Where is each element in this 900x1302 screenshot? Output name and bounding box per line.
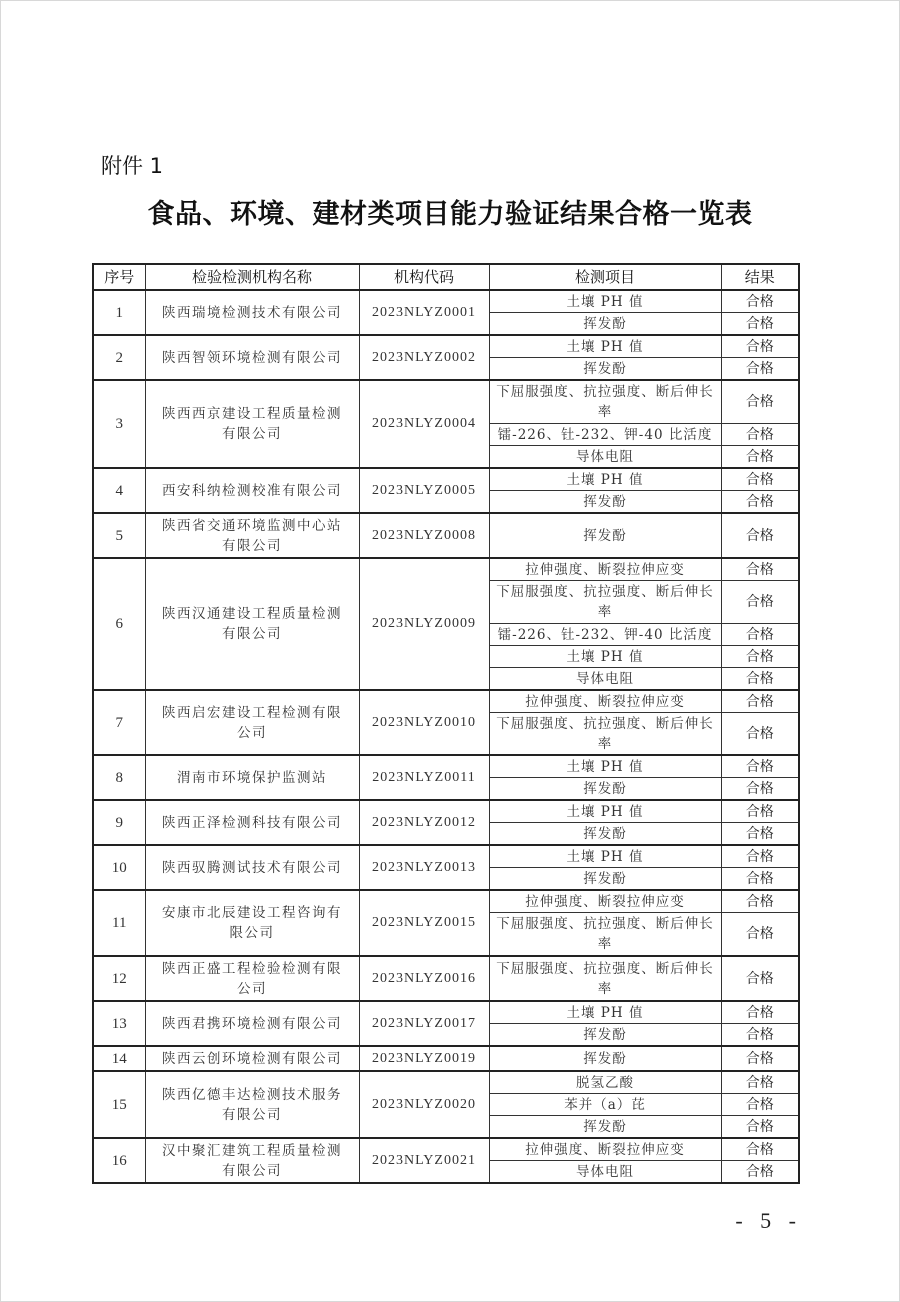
- header-institution-code: 机构代码: [359, 264, 489, 290]
- test-item: 挥发酚: [489, 313, 721, 336]
- institution-name: 陕西正泽检测科技有限公司: [145, 800, 359, 845]
- test-item: 土壤 PH 值: [489, 845, 721, 868]
- result-badge: 合格: [721, 624, 799, 646]
- test-item: 挥发酚: [489, 823, 721, 846]
- table-row: [93, 1046, 799, 1071]
- result-badge: 合格: [721, 1001, 799, 1024]
- document-title: 食品、环境、建材类项目能力验证结果合格一览表: [147, 199, 753, 230]
- test-item: 镭-226、钍-232、钾-40 比活度: [489, 424, 721, 446]
- result-badge: 合格: [721, 646, 799, 668]
- row-number: 4: [93, 468, 145, 513]
- institution-code: 2023NLYZ0013: [359, 845, 489, 890]
- result-badge: 合格: [721, 913, 799, 957]
- test-item: 土壤 PH 值: [489, 800, 721, 823]
- result-badge: 合格: [721, 513, 799, 558]
- institution-code: 2023NLYZ0017: [359, 1001, 489, 1046]
- institution-name: 陕西西京建设工程质量检测有限公司: [145, 380, 359, 468]
- institution-code: 2023NLYZ0001: [359, 290, 489, 335]
- result-badge: 合格: [721, 491, 799, 514]
- institution-name: 陕西瑞境检测技术有限公司: [145, 290, 359, 335]
- test-item: 土壤 PH 值: [489, 335, 721, 358]
- row-number: 13: [93, 1001, 145, 1046]
- table-row: [93, 290, 799, 313]
- row-number: 8: [93, 755, 145, 800]
- institution-code: 2023NLYZ0020: [359, 1071, 489, 1138]
- table-row: [93, 380, 799, 424]
- result-badge: 合格: [721, 713, 799, 756]
- table-row: [93, 800, 799, 823]
- test-item: 土壤 PH 值: [489, 290, 721, 313]
- test-item: 下屈服强度、抗拉强度、断后伸长率: [489, 913, 721, 957]
- test-item: 挥发酚: [489, 778, 721, 801]
- result-badge: 合格: [721, 335, 799, 358]
- result-badge: 合格: [721, 313, 799, 336]
- result-badge: 合格: [721, 755, 799, 778]
- institution-code: 2023NLYZ0016: [359, 956, 489, 1001]
- result-badge: 合格: [721, 1138, 799, 1161]
- test-item: 拉伸强度、断裂拉伸应变: [489, 558, 721, 581]
- test-item: 挥发酚: [489, 358, 721, 381]
- institution-code: 2023NLYZ0008: [359, 513, 489, 558]
- table-row: [93, 468, 799, 491]
- row-number: 10: [93, 845, 145, 890]
- header-institution-name: 检验检测机构名称: [145, 264, 359, 290]
- result-badge: 合格: [721, 845, 799, 868]
- institution-name: 陕西亿德丰达检测技术服务有限公司: [145, 1071, 359, 1138]
- test-item: 下屈服强度、抗拉强度、断后伸长率: [489, 380, 721, 424]
- institution-name: 陕西驭腾测试技术有限公司: [145, 845, 359, 890]
- table-row: [93, 755, 799, 778]
- institution-name: 陕西省交通环境监测中心站有限公司: [145, 513, 359, 558]
- test-item: 下屈服强度、抗拉强度、断后伸长率: [489, 713, 721, 756]
- page-number: - 5 -: [735, 1208, 802, 1233]
- result-badge: 合格: [721, 778, 799, 801]
- row-number: 14: [93, 1046, 145, 1071]
- institution-name: 陕西启宏建设工程检测有限公司: [145, 690, 359, 755]
- result-badge: 合格: [721, 890, 799, 913]
- result-badge: 合格: [721, 1161, 799, 1184]
- institution-code: 2023NLYZ0009: [359, 558, 489, 690]
- institution-code: 2023NLYZ0005: [359, 468, 489, 513]
- result-badge: 合格: [721, 956, 799, 1001]
- table-row: [93, 890, 799, 913]
- header-test-item: 检测项目: [489, 264, 721, 290]
- result-badge: 合格: [721, 668, 799, 691]
- result-badge: 合格: [721, 868, 799, 891]
- result-badge: 合格: [721, 380, 799, 424]
- test-item: 挥发酚: [489, 1024, 721, 1047]
- result-badge: 合格: [721, 358, 799, 381]
- institution-name: 陕西正盛工程检验检测有限公司: [145, 956, 359, 1001]
- table-row: [93, 513, 799, 558]
- institution-code: 2023NLYZ0019: [359, 1046, 489, 1071]
- table-row: [93, 956, 799, 1001]
- institution-code: 2023NLYZ0011: [359, 755, 489, 800]
- institution-name: 陕西云创环境检测有限公司: [145, 1046, 359, 1071]
- test-item: 导体电阻: [489, 668, 721, 691]
- result-badge: 合格: [721, 1046, 799, 1071]
- table-header-row: [93, 264, 799, 290]
- row-number: 9: [93, 800, 145, 845]
- institution-name: 汉中聚汇建筑工程质量检测有限公司: [145, 1138, 359, 1183]
- result-badge: 合格: [721, 1071, 799, 1094]
- table-row: [93, 1138, 799, 1161]
- table-row: [93, 690, 799, 713]
- test-item: 苯并（a）芘: [489, 1094, 721, 1116]
- institution-name: 陕西君携环境检测有限公司: [145, 1001, 359, 1046]
- institution-name: 渭南市环境保护监测站: [145, 755, 359, 800]
- result-badge: 合格: [721, 424, 799, 446]
- row-number: 11: [93, 890, 145, 956]
- result-badge: 合格: [721, 468, 799, 491]
- result-badge: 合格: [721, 690, 799, 713]
- table-row: [93, 1001, 799, 1024]
- row-number: 5: [93, 513, 145, 558]
- row-number: 6: [93, 558, 145, 690]
- test-item: 下屈服强度、抗拉强度、断后伸长率: [489, 581, 721, 624]
- row-number: 1: [93, 290, 145, 335]
- table-body: [93, 290, 799, 1183]
- institution-code: 2023NLYZ0010: [359, 690, 489, 755]
- institution-name: 陕西智领环境检测有限公司: [145, 335, 359, 380]
- row-number: 12: [93, 956, 145, 1001]
- header-number: 序号: [93, 264, 145, 290]
- attachment-label: 附件 1: [101, 154, 164, 178]
- institution-name: 西安科纳检测校准有限公司: [145, 468, 359, 513]
- test-item: 挥发酚: [489, 1116, 721, 1139]
- row-number: 3: [93, 380, 145, 468]
- result-badge: 合格: [721, 558, 799, 581]
- result-badge: 合格: [721, 290, 799, 313]
- institution-code: 2023NLYZ0021: [359, 1138, 489, 1183]
- table-row: [93, 1071, 799, 1094]
- result-badge: 合格: [721, 1094, 799, 1116]
- result-badge: 合格: [721, 581, 799, 624]
- row-number: 2: [93, 335, 145, 380]
- test-item: 土壤 PH 值: [489, 468, 721, 491]
- institution-code: 2023NLYZ0002: [359, 335, 489, 380]
- test-item: 挥发酚: [489, 491, 721, 514]
- result-badge: 合格: [721, 800, 799, 823]
- test-item: 挥发酚: [489, 1046, 721, 1071]
- institution-code: 2023NLYZ0012: [359, 800, 489, 845]
- test-item: 拉伸强度、断裂拉伸应变: [489, 690, 721, 713]
- test-item: 拉伸强度、断裂拉伸应变: [489, 1138, 721, 1161]
- results-table: [92, 263, 800, 1184]
- row-number: 16: [93, 1138, 145, 1183]
- test-item: 脱氢乙酸: [489, 1071, 721, 1094]
- institution-code: 2023NLYZ0015: [359, 890, 489, 956]
- institution-code: 2023NLYZ0004: [359, 380, 489, 468]
- result-badge: 合格: [721, 1024, 799, 1047]
- result-badge: 合格: [721, 823, 799, 846]
- test-item: 挥发酚: [489, 513, 721, 558]
- test-item: 挥发酚: [489, 868, 721, 891]
- test-item: 下屈服强度、抗拉强度、断后伸长率: [489, 956, 721, 1001]
- row-number: 15: [93, 1071, 145, 1138]
- row-number: 7: [93, 690, 145, 755]
- header-result: 结果: [721, 264, 799, 290]
- test-item: 导体电阻: [489, 446, 721, 469]
- test-item: 拉伸强度、断裂拉伸应变: [489, 890, 721, 913]
- test-item: 土壤 PH 值: [489, 755, 721, 778]
- result-badge: 合格: [721, 446, 799, 469]
- table-row: [93, 335, 799, 358]
- institution-name: 陕西汉通建设工程质量检测有限公司: [145, 558, 359, 690]
- table-row: [93, 558, 799, 581]
- result-badge: 合格: [721, 1116, 799, 1139]
- table-row: [93, 845, 799, 868]
- test-item: 镭-226、钍-232、钾-40 比活度: [489, 624, 721, 646]
- test-item: 土壤 PH 值: [489, 646, 721, 668]
- test-item: 导体电阻: [489, 1161, 721, 1184]
- test-item: 土壤 PH 值: [489, 1001, 721, 1024]
- institution-name: 安康市北辰建设工程咨询有限公司: [145, 890, 359, 956]
